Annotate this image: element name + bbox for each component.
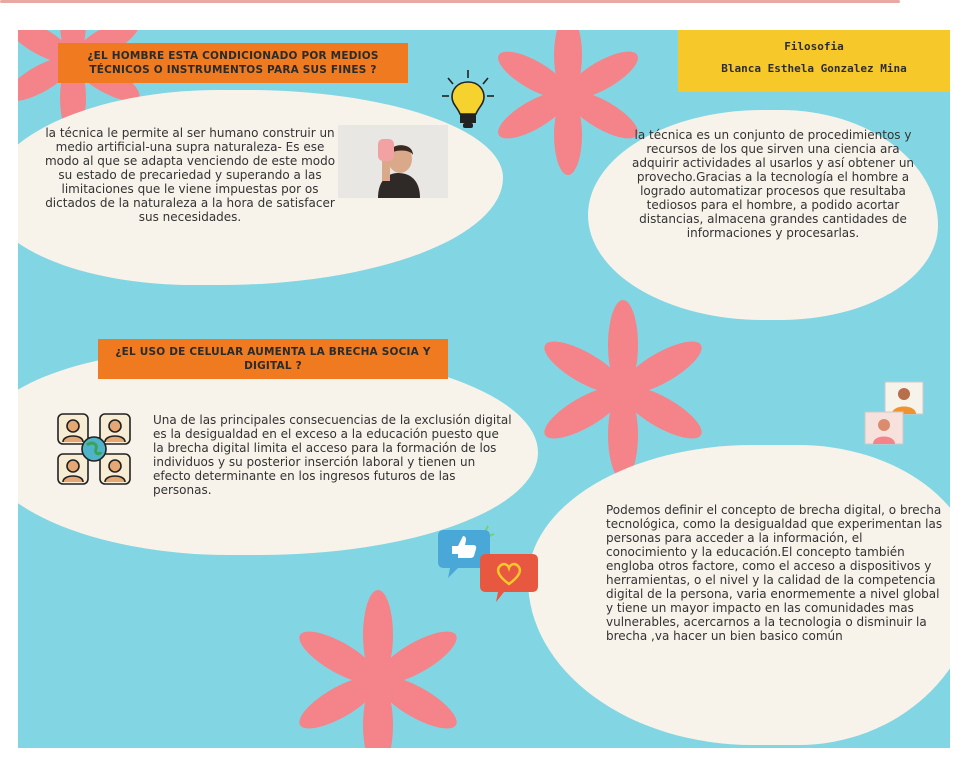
top-edge-line [0,0,900,3]
people-network-icon [54,410,136,488]
heart-chat-icon [478,548,540,606]
section-1-left-text: la técnica le permite al ser humano construir un medio artificial-una supra naturaleza- Es ese modo al que se adapta venciendo de este modo su estado de precariedad y superando a las limitaciones que le viene impuestas por os dictados de la naturaleza a la hora de satisfacer sus necesidades. [44,126,336,224]
poster [18,30,950,748]
question-2-text: ¿EL USO DE CELULAR AUMENTA LA BRECHA SOCIA Y DIGITAL ? [115,346,431,372]
header-box [678,30,950,92]
author-name: Blanca Esthela Gonzalez Mina [721,62,907,75]
section-2-left-text: Una de las principales consecuencias de la exclusión digital es la desigualdad en el exceso a la educación puesto que la brecha digital limita el acceso para la formación de los individuos y su posterior inserción laboral y tienen un efecto determinante en los ingresos futuros de las personas. [153,413,512,497]
video-call-icon [863,380,933,450]
question-1-text: ¿EL HOMBRE ESTA CONDICIONADO POR MEDIOS TÉCNICOS O INSTRUMENTOS PARA SUS FINES ? [87,50,379,76]
flower-decoration-bottom [288,590,468,748]
question-tag-1 [58,43,408,83]
question-tag-2 [98,339,448,379]
section-2-right-text: Podemos definir el concepto de brecha digital, o brecha tecnológica, como la desigualdad que experimentan las personas para acceder a la información, el conocimiento y la educación.El concepto también engloba otros factore, como el acceso a dispositivos y herramientas, o el nivel y la calidad de la competencia digital de la persona, varia enormemente a nivel global y tiene un mayor impacto en las comunidades mas vulnerables, acercarnos a la tecnologia o disminuir la brecha ,va hacer un bien basico común [606,503,943,643]
person-photo-illustration [338,125,448,198]
section-1-right-text: la técnica es un conjunto de procedimientos y recursos de los que sirven una ciencia ara adquirir actividades al usarlos y así obtener un provecho.Gracias a la tecnología el hombre a logrado automatizar procesos que resultaba tediosos para el hombre, a podido acortar distancias, almacena grandes cantidades de informaciones y procesarlas. [631,128,915,240]
subject-title: Filosofia [784,40,844,53]
lightbulb-icon [438,68,498,133]
person-photo [338,125,448,198]
